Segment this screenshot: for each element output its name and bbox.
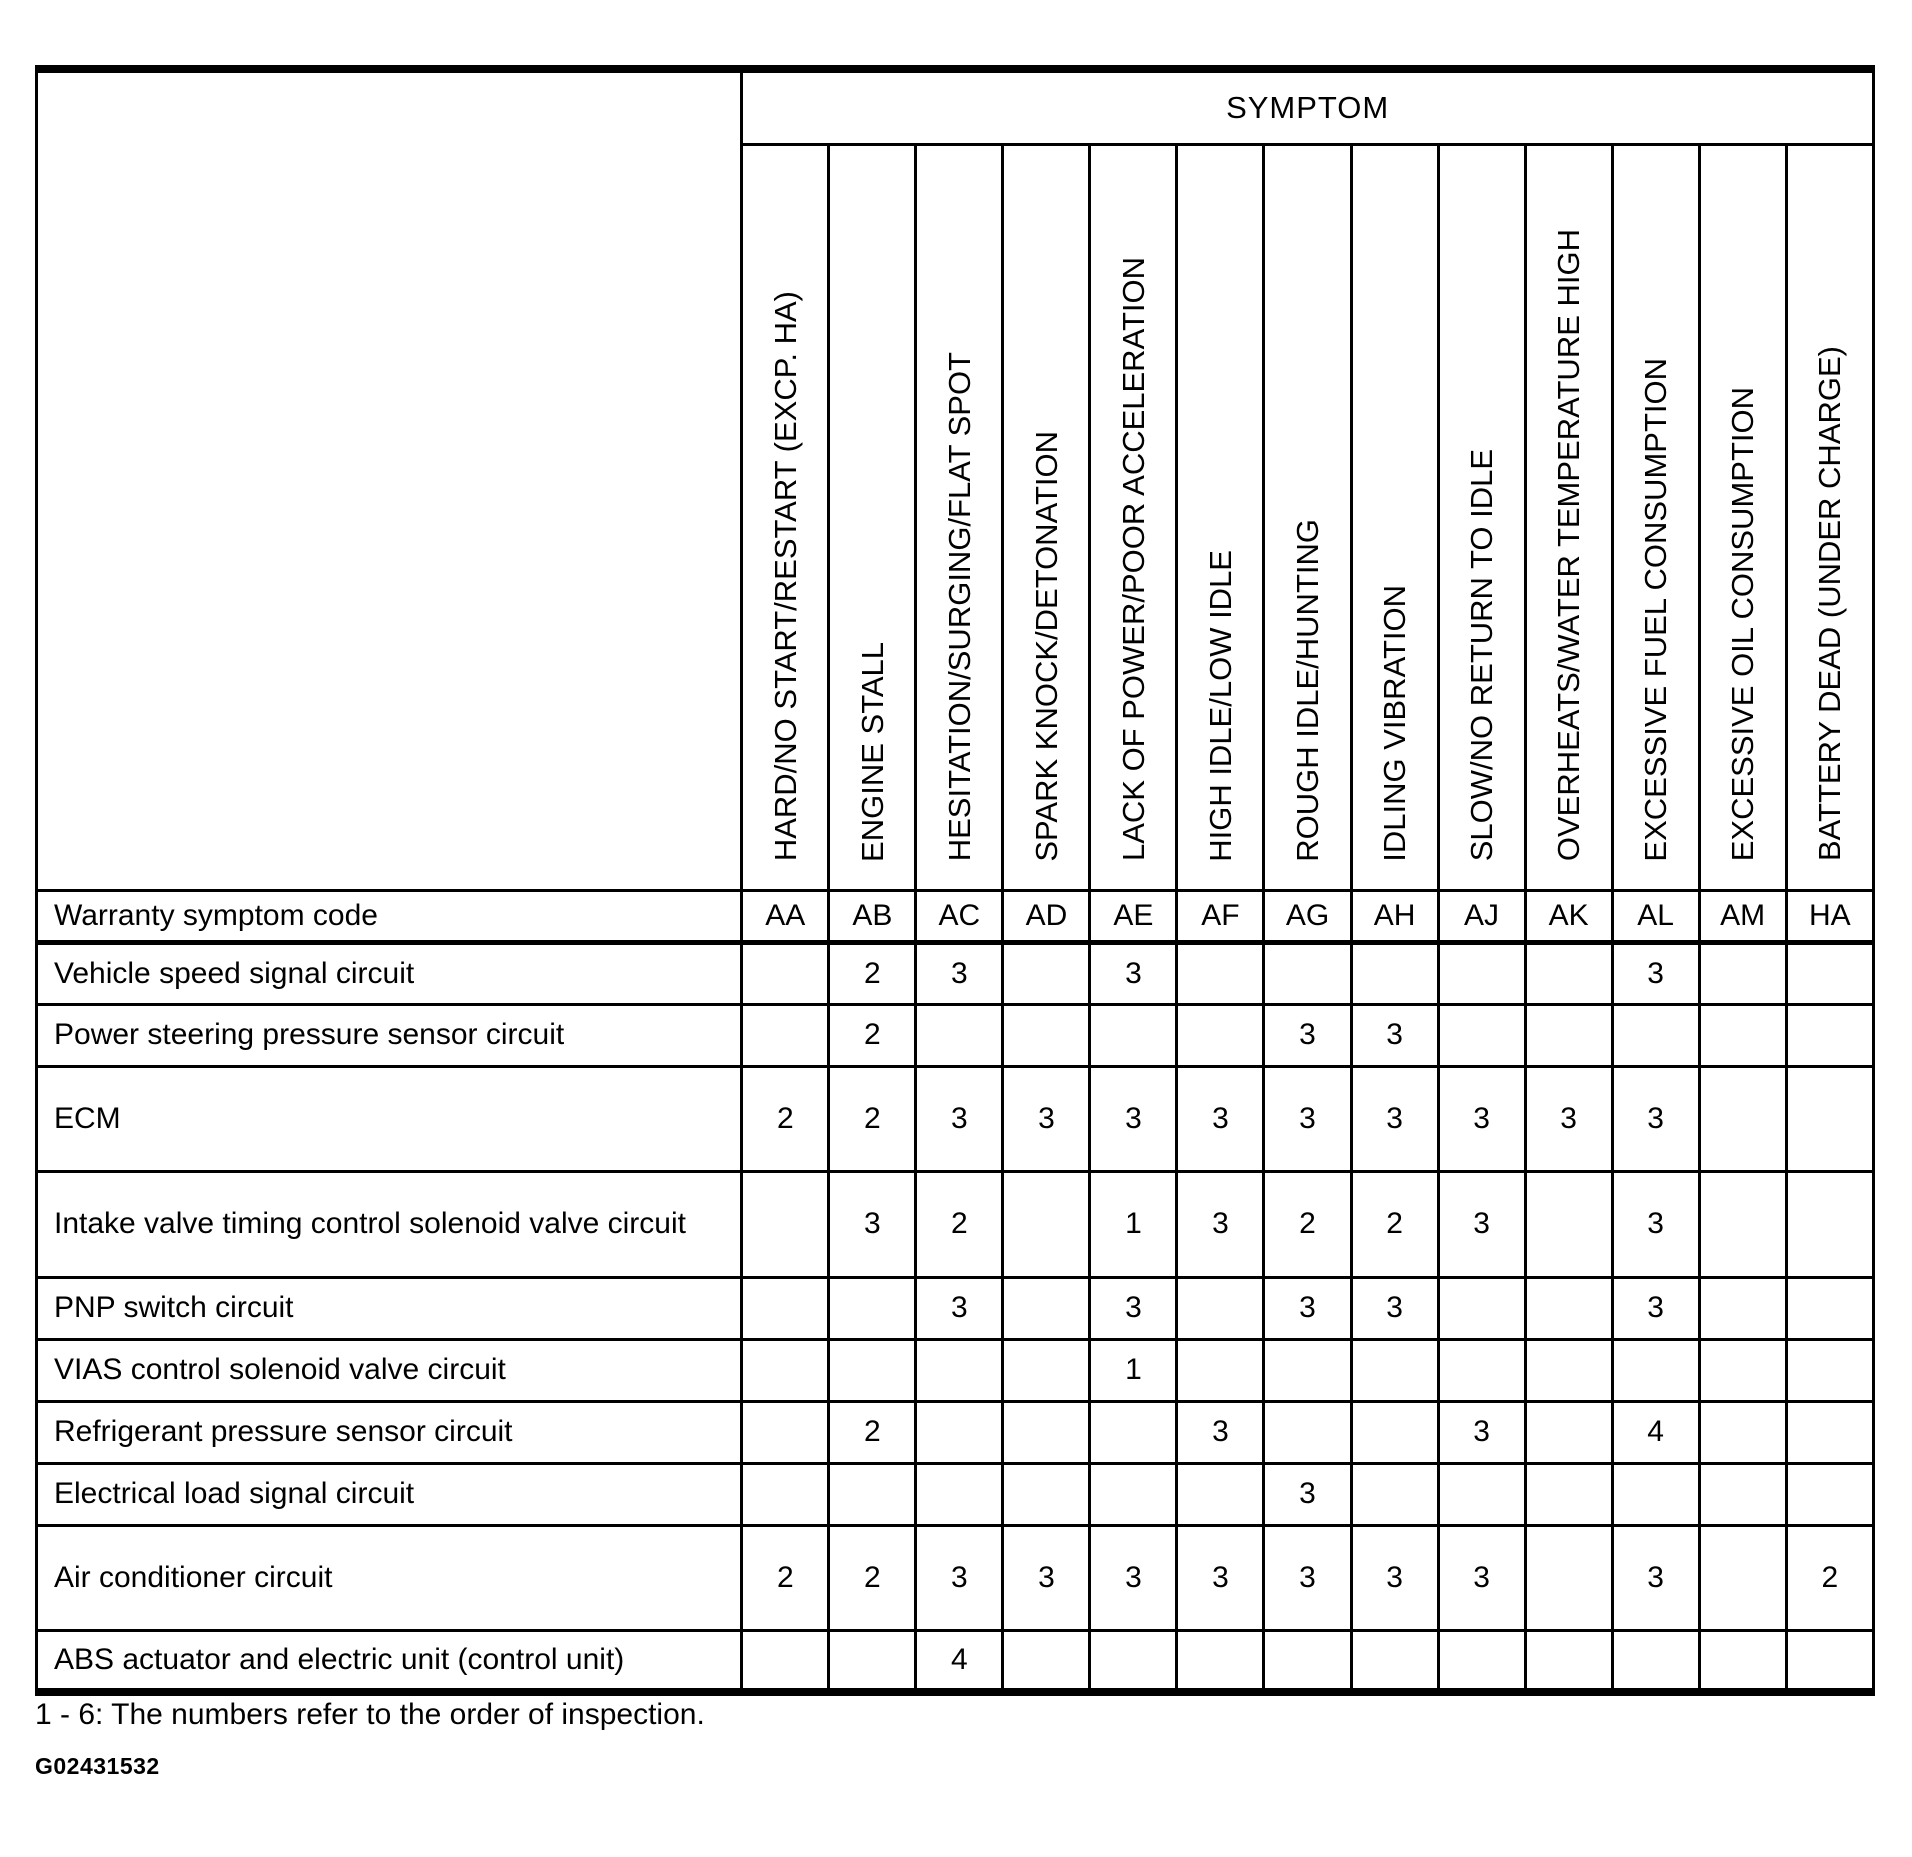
symptom-value-cell xyxy=(1699,1004,1786,1066)
symptom-value-cell: 3 xyxy=(1264,1004,1351,1066)
symptom-value-cell xyxy=(1090,1630,1177,1692)
symptom-value-cell: 3 xyxy=(1090,942,1177,1004)
table-row xyxy=(37,1066,1874,1171)
symptom-value-cell: 3 xyxy=(1612,942,1699,1004)
symptom-value-cell xyxy=(742,1630,829,1692)
symptom-value-cell xyxy=(1438,1339,1525,1401)
symptom-value-cell xyxy=(1525,1004,1612,1066)
row-label: ABS actuator and electric unit (control unit) xyxy=(37,1630,742,1692)
symptom-value-cell xyxy=(1525,1277,1612,1339)
symptom-diagnosis-table xyxy=(35,65,1875,1696)
warranty-row-label: Warranty symptom code xyxy=(37,890,742,942)
symptom-value-cell xyxy=(1612,1463,1699,1525)
table-row xyxy=(37,1630,1874,1692)
warranty-code-cell: AL xyxy=(1612,890,1699,942)
symptom-value-cell xyxy=(1786,1171,1873,1277)
symptom-value-cell xyxy=(1351,1401,1438,1463)
symptom-column-header xyxy=(1351,144,1438,890)
symptom-value-cell xyxy=(1003,1339,1090,1401)
symptom-value-cell: 2 xyxy=(1786,1525,1873,1630)
symptom-value-cell: 2 xyxy=(829,1066,916,1171)
symptom-column-header xyxy=(1699,144,1786,890)
symptom-value-cell: 2 xyxy=(742,1066,829,1171)
symptom-column-header xyxy=(1786,144,1873,890)
symptom-value-cell: 3 xyxy=(1090,1277,1177,1339)
symptom-value-cell xyxy=(1699,1066,1786,1171)
symptom-value-cell xyxy=(1699,1339,1786,1401)
symptom-value-cell xyxy=(1786,1066,1873,1171)
symptom-value-cell: 3 xyxy=(1264,1277,1351,1339)
symptom-value-cell xyxy=(742,942,829,1004)
row-label: VIAS control solenoid valve circuit xyxy=(37,1339,742,1401)
symptom-value-cell xyxy=(742,1339,829,1401)
row-label: ECM xyxy=(37,1066,742,1171)
symptom-value-cell: 3 xyxy=(1264,1463,1351,1525)
symptom-value-cell: 3 xyxy=(1090,1525,1177,1630)
symptom-value-cell xyxy=(1438,1630,1525,1692)
symptom-column-label: OVERHEATS/WATER TEMPERATURE HIGH xyxy=(1551,229,1587,862)
symptom-value-cell xyxy=(829,1339,916,1401)
symptom-value-cell xyxy=(1612,1004,1699,1066)
row-label: Refrigerant pressure sensor circuit xyxy=(37,1401,742,1463)
symptom-value-cell xyxy=(1786,1277,1873,1339)
symptom-column-label: HIGH IDLE/LOW IDLE xyxy=(1202,549,1238,862)
warranty-code-cell: AE xyxy=(1090,890,1177,942)
symptom-value-cell xyxy=(1525,1339,1612,1401)
symptom-value-cell xyxy=(829,1463,916,1525)
row-label: Power steering pressure sensor circuit xyxy=(37,1004,742,1066)
symptom-value-cell xyxy=(1003,1630,1090,1692)
symptom-value-cell xyxy=(1090,1004,1177,1066)
symptom-value-cell xyxy=(1525,1630,1612,1692)
symptom-value-cell: 3 xyxy=(1177,1171,1264,1277)
symptom-value-cell xyxy=(1786,1004,1873,1066)
symptom-value-cell: 3 xyxy=(1177,1401,1264,1463)
symptom-column-label: IDLING VIBRATION xyxy=(1377,584,1413,862)
symptom-value-cell xyxy=(916,1463,1003,1525)
row-label: Vehicle speed signal circuit xyxy=(37,942,742,1004)
warranty-code-cell: AB xyxy=(829,890,916,942)
symptom-value-cell: 4 xyxy=(1612,1401,1699,1463)
symptom-column-header xyxy=(742,144,829,890)
row-label: Electrical load signal circuit xyxy=(37,1463,742,1525)
symptom-value-cell xyxy=(1525,942,1612,1004)
symptom-value-cell: 3 xyxy=(916,942,1003,1004)
symptom-value-cell: 1 xyxy=(1090,1171,1177,1277)
symptom-value-cell xyxy=(1177,1277,1264,1339)
table-row xyxy=(37,1525,1874,1630)
symptom-value-cell xyxy=(916,1339,1003,1401)
symptom-value-cell xyxy=(1612,1630,1699,1692)
symptom-value-cell: 3 xyxy=(916,1525,1003,1630)
symptom-value-cell xyxy=(916,1004,1003,1066)
warranty-code-cell: AC xyxy=(916,890,1003,942)
symptom-column-label: LACK OF POWER/POOR ACCELERATION xyxy=(1115,257,1151,862)
symptom-value-cell: 3 xyxy=(1177,1525,1264,1630)
symptom-column-header xyxy=(1177,144,1264,890)
symptom-value-cell xyxy=(1612,1339,1699,1401)
symptom-value-cell xyxy=(742,1277,829,1339)
symptom-value-cell: 2 xyxy=(916,1171,1003,1277)
symptom-value-cell: 3 xyxy=(1351,1525,1438,1630)
symptom-value-cell: 3 xyxy=(1351,1277,1438,1339)
table-corner-cell xyxy=(37,69,742,890)
row-label: PNP switch circuit xyxy=(37,1277,742,1339)
symptom-value-cell: 3 xyxy=(1612,1066,1699,1171)
symptom-value-cell xyxy=(1177,1463,1264,1525)
symptom-value-cell: 2 xyxy=(829,1401,916,1463)
symptom-value-cell xyxy=(1003,1171,1090,1277)
symptom-value-cell: 2 xyxy=(829,942,916,1004)
warranty-code-cell: AK xyxy=(1525,890,1612,942)
symptom-value-cell: 3 xyxy=(1438,1171,1525,1277)
symptom-value-cell: 1 xyxy=(1090,1339,1177,1401)
symptom-value-cell: 2 xyxy=(1351,1171,1438,1277)
symptom-value-cell: 3 xyxy=(1264,1525,1351,1630)
table-row xyxy=(37,1171,1874,1277)
table-row xyxy=(37,1004,1874,1066)
symptom-value-cell xyxy=(1264,1339,1351,1401)
symptom-value-cell xyxy=(742,1171,829,1277)
symptom-value-cell xyxy=(1438,1277,1525,1339)
symptom-value-cell xyxy=(1438,942,1525,1004)
symptom-value-cell xyxy=(1177,1630,1264,1692)
symptom-value-cell xyxy=(916,1401,1003,1463)
symptom-column-label: SPARK KNOCK/DETONATION xyxy=(1028,430,1064,862)
symptom-value-cell xyxy=(1786,942,1873,1004)
warranty-code-cell: AM xyxy=(1699,890,1786,942)
symptom-column-label: ENGINE STALL xyxy=(854,641,890,862)
symptom-value-cell xyxy=(1177,942,1264,1004)
row-label: Intake valve timing control solenoid valve circuit xyxy=(37,1171,742,1277)
symptom-value-cell xyxy=(1699,1171,1786,1277)
symptom-value-cell: 3 xyxy=(1351,1066,1438,1171)
warranty-code-cell: AH xyxy=(1351,890,1438,942)
symptom-value-cell xyxy=(829,1630,916,1692)
symptom-column-label: EXCESSIVE OIL CONSUMPTION xyxy=(1725,387,1761,862)
symptom-value-cell xyxy=(829,1277,916,1339)
symptom-column-label: ROUGH IDLE/HUNTING xyxy=(1290,518,1325,862)
symptom-column-header xyxy=(1264,144,1351,890)
figure-id: G02431532 xyxy=(35,1753,160,1779)
symptom-column-header xyxy=(829,144,916,890)
symptom-value-cell xyxy=(1351,1630,1438,1692)
symptom-value-cell xyxy=(1264,1401,1351,1463)
symptom-column-header xyxy=(1438,144,1525,890)
symptom-value-cell xyxy=(1090,1463,1177,1525)
table-row xyxy=(37,942,1874,1004)
symptom-value-cell: 3 xyxy=(1264,1066,1351,1171)
symptom-value-cell xyxy=(1786,1339,1873,1401)
footnote: 1 - 6: The numbers refer to the order of inspection. xyxy=(35,1698,705,1731)
symptom-value-cell xyxy=(1786,1630,1873,1692)
table-body xyxy=(37,942,1874,1692)
symptom-value-cell xyxy=(1438,1463,1525,1525)
table-row xyxy=(37,1339,1874,1401)
symptom-value-cell: 3 xyxy=(1003,1525,1090,1630)
symptom-value-cell xyxy=(742,1401,829,1463)
warranty-code-row xyxy=(37,890,1874,942)
symptom-value-cell xyxy=(1525,1463,1612,1525)
symptom-value-cell xyxy=(1003,1463,1090,1525)
symptom-value-cell xyxy=(1525,1401,1612,1463)
symptom-value-cell xyxy=(1003,942,1090,1004)
symptom-value-cell xyxy=(1351,942,1438,1004)
symptom-value-cell xyxy=(1699,942,1786,1004)
symptom-column-label: EXCESSIVE FUEL CONSUMPTION xyxy=(1638,357,1674,862)
symptom-value-cell: 3 xyxy=(1525,1066,1612,1171)
symptom-value-cell: 2 xyxy=(742,1525,829,1630)
symptom-value-cell xyxy=(1786,1463,1873,1525)
symptom-value-cell: 3 xyxy=(916,1066,1003,1171)
symptom-column-header xyxy=(1612,144,1699,890)
symptom-column-header xyxy=(1525,144,1612,890)
symptom-value-cell: 4 xyxy=(916,1630,1003,1692)
symptom-column-header xyxy=(1003,144,1090,890)
symptom-value-cell xyxy=(1003,1004,1090,1066)
symptom-value-cell: 3 xyxy=(1612,1171,1699,1277)
symptom-value-cell xyxy=(1699,1463,1786,1525)
symptom-column-header xyxy=(916,144,1003,890)
symptom-value-cell: 3 xyxy=(829,1171,916,1277)
symptom-value-cell xyxy=(1003,1401,1090,1463)
row-label: Air conditioner circuit xyxy=(37,1525,742,1630)
table-row xyxy=(37,1463,1874,1525)
symptom-value-cell: 2 xyxy=(829,1525,916,1630)
symptom-value-cell xyxy=(1003,1277,1090,1339)
symptom-value-cell xyxy=(1699,1401,1786,1463)
symptom-value-cell: 3 xyxy=(1090,1066,1177,1171)
symptom-value-cell xyxy=(1699,1277,1786,1339)
table-row xyxy=(37,1401,1874,1463)
symptom-value-cell xyxy=(1525,1525,1612,1630)
symptom-value-cell: 3 xyxy=(1438,1066,1525,1171)
symptom-value-cell: 3 xyxy=(1351,1004,1438,1066)
symptom-value-cell: 3 xyxy=(1438,1401,1525,1463)
symptom-value-cell xyxy=(1699,1525,1786,1630)
symptom-value-cell: 3 xyxy=(1438,1525,1525,1630)
symptom-value-cell xyxy=(1264,1630,1351,1692)
symptom-value-cell xyxy=(1264,942,1351,1004)
symptom-value-cell xyxy=(1438,1004,1525,1066)
symptom-column-label: BATTERY DEAD (UNDER CHARGE) xyxy=(1812,346,1848,862)
symptom-column-header xyxy=(1090,144,1177,890)
symptom-value-cell: 3 xyxy=(1003,1066,1090,1171)
warranty-code-cell: AA xyxy=(742,890,829,942)
symptom-value-cell xyxy=(1525,1171,1612,1277)
symptom-value-cell xyxy=(1786,1401,1873,1463)
symptom-value-cell: 3 xyxy=(1612,1277,1699,1339)
symptom-value-cell xyxy=(1177,1339,1264,1401)
symptom-value-cell: 2 xyxy=(829,1004,916,1066)
symptom-value-cell xyxy=(1699,1630,1786,1692)
warranty-code-cell: AG xyxy=(1264,890,1351,942)
symptom-value-cell: 2 xyxy=(1264,1171,1351,1277)
symptom-header-row xyxy=(37,69,1874,144)
symptom-value-cell xyxy=(742,1004,829,1066)
symptom-group-header: SYMPTOM xyxy=(742,69,1874,144)
warranty-code-cell: HA xyxy=(1786,890,1873,942)
symptom-value-cell xyxy=(1090,1401,1177,1463)
symptom-value-cell: 3 xyxy=(1612,1525,1699,1630)
symptom-value-cell: 3 xyxy=(916,1277,1003,1339)
symptom-value-cell xyxy=(1351,1463,1438,1525)
warranty-code-cell: AJ xyxy=(1438,890,1525,942)
symptom-column-label: SLOW/NO RETURN TO IDLE xyxy=(1464,449,1500,862)
symptom-value-cell xyxy=(1177,1004,1264,1066)
warranty-code-cell: AD xyxy=(1003,890,1090,942)
table-row xyxy=(37,1277,1874,1339)
symptom-value-cell xyxy=(1351,1339,1438,1401)
symptom-column-label: HARD/NO START/RESTART (EXCP. HA) xyxy=(767,291,803,862)
symptom-value-cell: 3 xyxy=(1177,1066,1264,1171)
symptom-column-label: HESITATION/SURGING/FLAT SPOT xyxy=(941,352,977,862)
symptom-value-cell xyxy=(742,1463,829,1525)
warranty-code-cell: AF xyxy=(1177,890,1264,942)
